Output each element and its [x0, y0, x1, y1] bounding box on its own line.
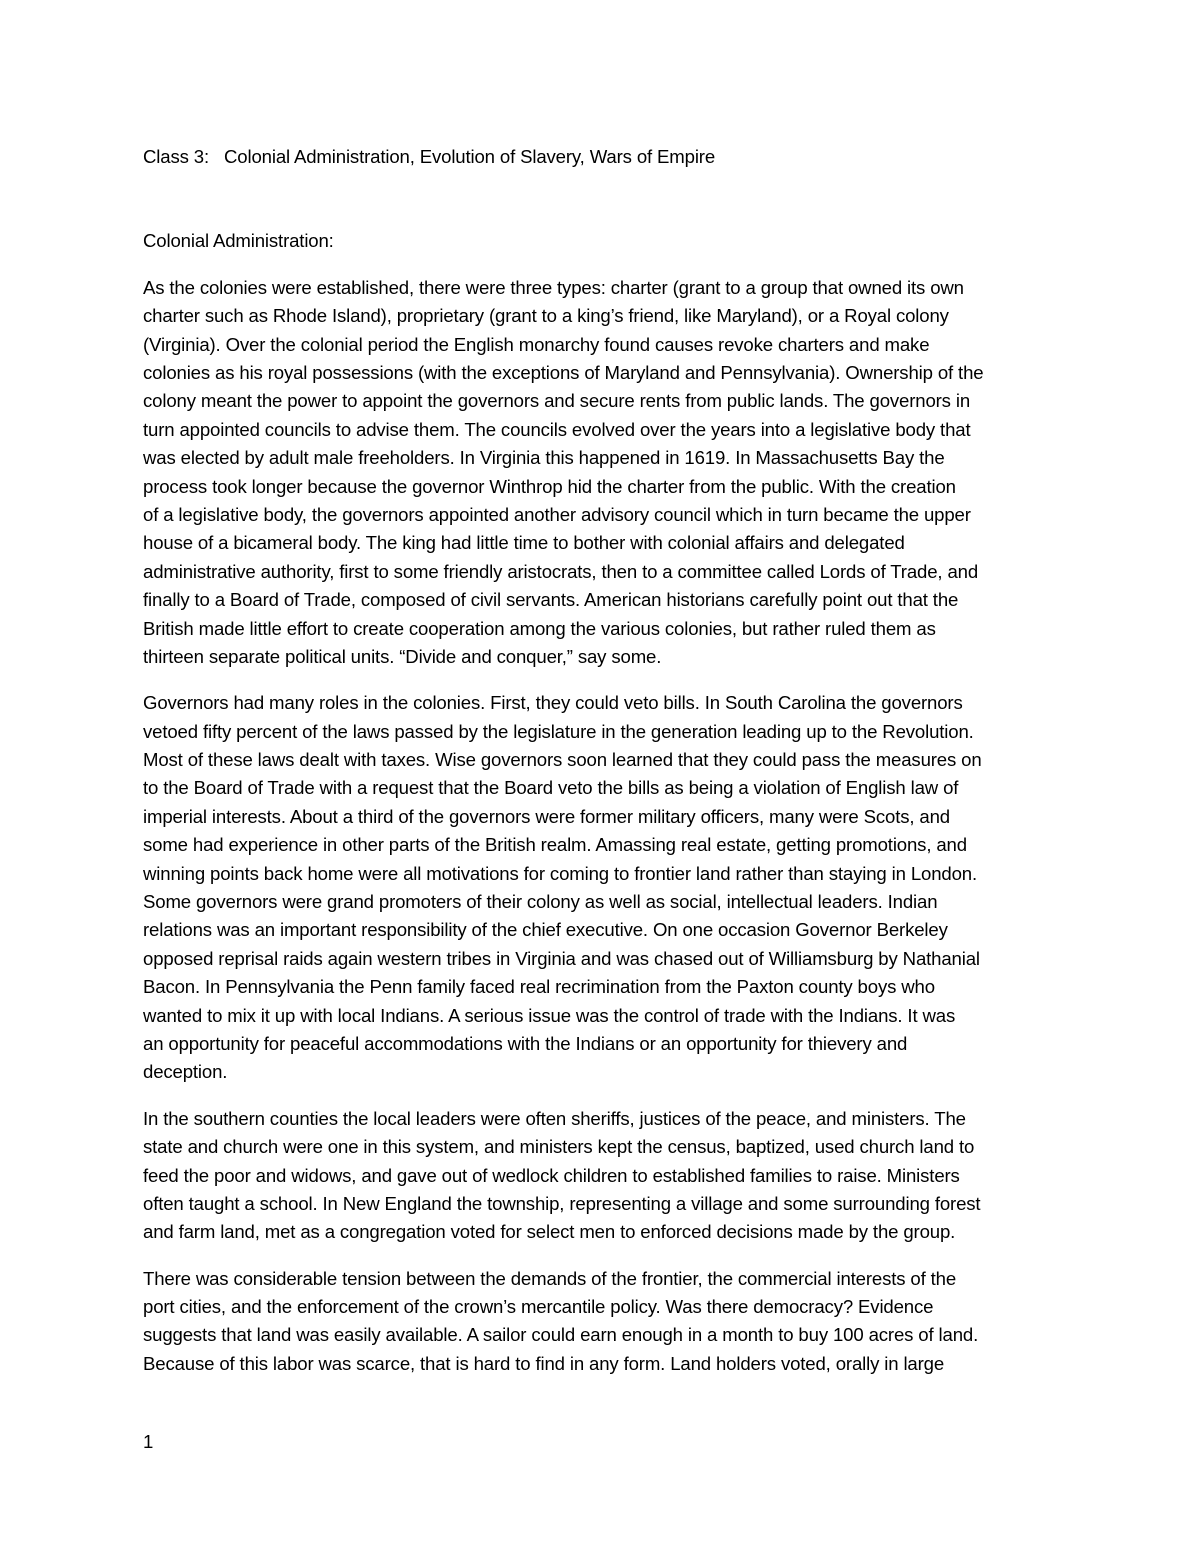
paragraph-line: was elected by adult male freeholders. In Virginia this happened in 1619. In Massachusetts Bay the — [143, 447, 945, 469]
document-body — [143, 143, 1063, 1396]
page-number: 1 — [143, 1431, 154, 1452]
document-title: Class 3: Colonial Administration, Evolution of Slavery, Wars of Empire — [143, 146, 716, 167]
paragraph-line: Most of these laws dealt with taxes. Wise governors soon learned that they could pass the measures on — [143, 749, 982, 771]
paragraph-line: Because of this labor was scarce, that is hard to find in any form. Land holders voted, orally in large — [143, 1352, 945, 1374]
paragraph-line: port cities, and the enforcement of the crown’s mercantile policy. Was there democracy? Evidence — [143, 1296, 934, 1318]
paragraph-line: feed the poor and widows, and gave out of wedlock children to established families to raise. Ministers — [143, 1164, 960, 1186]
paragraph-line: British made little effort to create cooperation among the various colonies, but rather ruled them as — [143, 617, 936, 639]
paragraph-line: wanted to mix it up with local Indians. A serious issue was the control of trade with the Indians. It was — [143, 1004, 956, 1026]
paragraph-line: colonies as his royal possessions (with the exceptions of Maryland and Pennsylvania). Ownership of the — [143, 361, 984, 383]
paragraph-line: deception. — [143, 1061, 228, 1083]
paragraph-line: administrative authority, first to some friendly aristocrats, then to a committee called Lords of Trade, and — [143, 560, 979, 582]
paragraph-line: imperial interests. About a third of the governors were former military officers, many were Scots, and — [143, 805, 950, 827]
paragraph-line: of a legislative body, the governors appointed another advisory council which in turn became the upper — [143, 503, 971, 525]
paragraph-line: often taught a school. In New England the township, representing a village and some surrounding forest — [143, 1192, 981, 1214]
paragraph-line: charter such as Rhode Island), proprietary (grant to a king’s friend, like Maryland), or a Royal colony — [143, 305, 949, 327]
paragraph-line: process took longer because the governor Winthrop hid the charter from the public. With the creation — [143, 475, 956, 497]
paragraph-line: Bacon. In Pennsylvania the Penn family faced real recrimination from the Paxton county boys who — [143, 976, 935, 998]
paragraph-line: and farm land, met as a congregation voted for select men to enforced decisions made by the group. — [143, 1221, 956, 1243]
paragraph-line: (Virginia). Over the colonial period the English monarchy found causes revoke charters and make — [143, 333, 930, 355]
paragraph-line: There was considerable tension between the demands of the frontier, the commercial interests of the — [143, 1267, 957, 1289]
paragraph-line: turn appointed councils to advise them. The councils evolved over the years into a legislative body that — [143, 418, 971, 440]
paragraph-line: colony meant the power to appoint the governors and secure rents from public lands. The governors in — [143, 390, 971, 412]
paragraph-line: relations was an important responsibility of the chief executive. On one occasion Governor Berkeley — [143, 919, 948, 941]
paragraph-line: some had experience in other parts of the British realm. Amassing real estate, getting promotions, and — [143, 834, 967, 856]
paragraph-line: suggests that land was easily available. A sailor could earn enough in a month to buy 100 acres of land. — [143, 1324, 979, 1346]
paragraph-line: As the colonies were established, there were three types: charter (grant to a group that owned its own — [143, 276, 964, 298]
paragraph-line: thirteen separate political units. “Divide and conquer,” say some. — [143, 645, 662, 667]
paragraphs-container — [143, 274, 1063, 1378]
paragraph — [143, 689, 1063, 1086]
paragraph-line: Governors had many roles in the colonies. First, they could veto bills. In South Carolina the governors — [143, 692, 963, 714]
section-heading: Colonial Administration: — [143, 230, 334, 252]
paragraph-line: In the southern counties the local leaders were often sheriffs, justices of the peace, and ministers. The — [143, 1107, 966, 1129]
paragraph-line: vetoed fifty percent of the laws passed by the legislature in the generation leading up to the Revolution. — [143, 720, 974, 742]
paragraph-line: to the Board of Trade with a request that the Board veto the bills as being a violation of English law of — [143, 777, 959, 799]
paragraph — [143, 1265, 1063, 1379]
paragraph-line: finally to a Board of Trade, composed of civil servants. American historians carefully point out that the — [143, 589, 959, 611]
paragraph-line: house of a bicameral body. The king had little time to bother with colonial affairs and delegated — [143, 532, 905, 554]
paragraph-line: state and church were one in this system, and ministers kept the census, baptized, used church land to — [143, 1136, 975, 1158]
paragraph-line: opposed reprisal raids again western tribes in Virginia and was chased out of Williamsburg by Nathanial — [143, 947, 980, 969]
paragraph — [143, 274, 1063, 671]
paragraph-line: winning points back home were all motivations for coming to frontier land rather than staying in London. — [143, 862, 977, 884]
paragraph-line: an opportunity for peaceful accommodations with the Indians or an opportunity for thievery and — [143, 1032, 908, 1054]
paragraph-line: Some governors were grand promoters of their colony as well as social, intellectual leaders. Indian — [143, 891, 938, 913]
paragraph — [143, 1105, 1063, 1247]
